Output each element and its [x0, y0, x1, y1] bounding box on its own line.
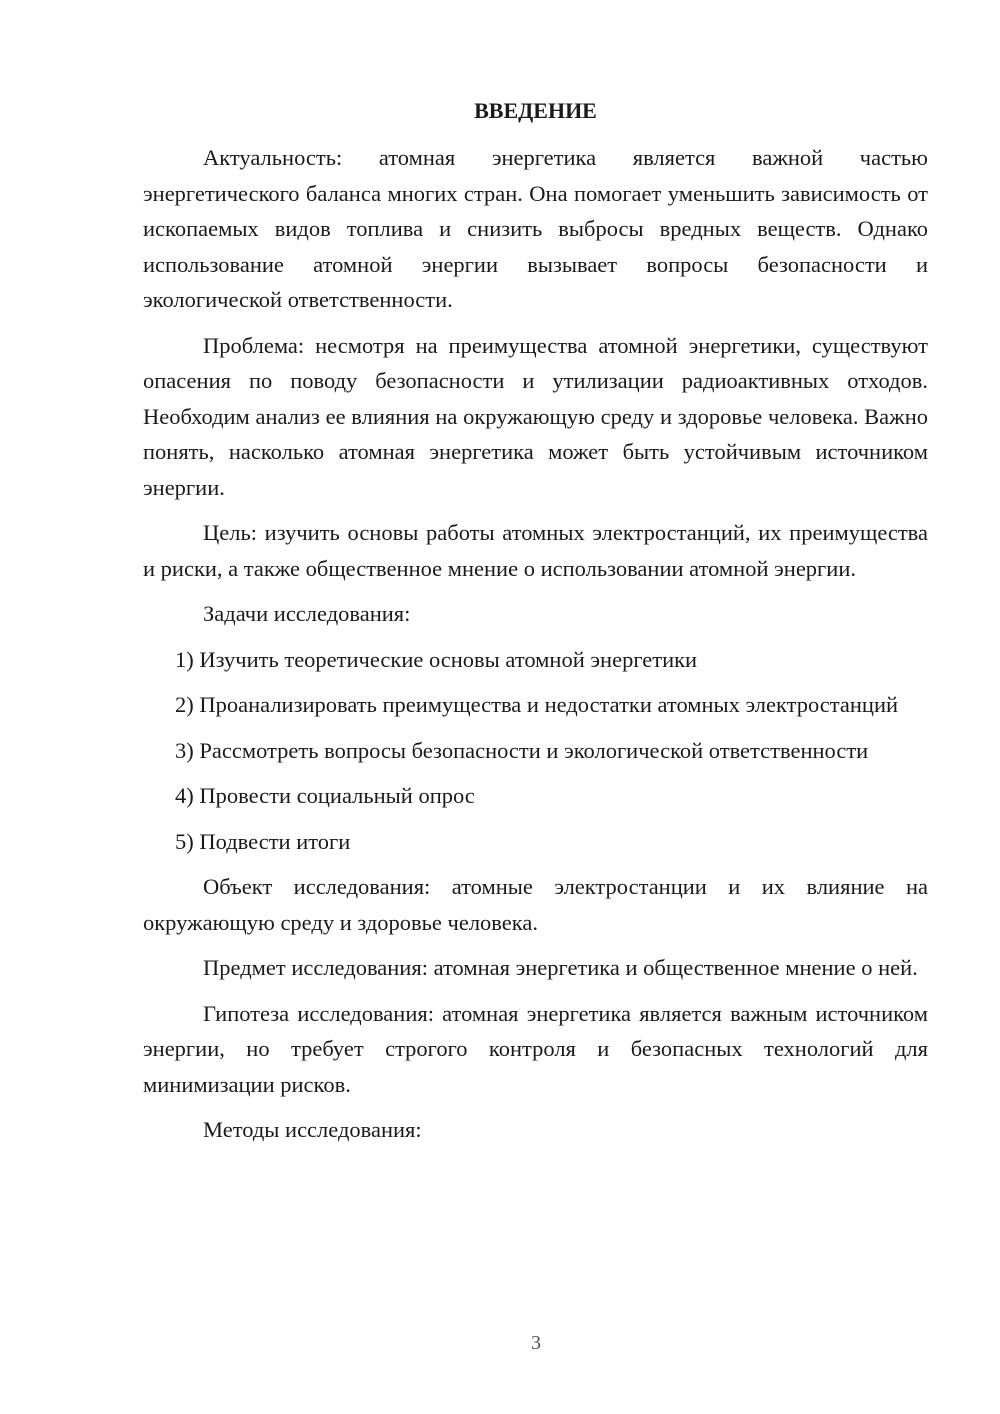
paragraph-object: Объект исследования: атомные электростанции и их влияние на окружающую среду и здоровье человека.	[143, 874, 928, 935]
document-body	[143, 96, 928, 1158]
page-number: 3	[531, 1332, 541, 1354]
paragraph-subject: Предмет исследования: атомная энергетика и общественное мнение о ней.	[203, 955, 918, 980]
paragraph-tasks-intro: Задачи исследования:	[203, 601, 411, 626]
list-item-task-2: 2) Проанализировать преимущества и недостатки атомных электростанций	[175, 692, 899, 717]
paragraph-goal: Цель: изучить основы работы атомных электростанций, их преимущества и риски, а также общественное мнение о использовании атомной энергии.	[143, 520, 928, 581]
page-title: ВВЕДЕНИЕ	[474, 98, 597, 123]
paragraph-relevance: Актуальность: атомная энергетика является важной частью энергетического баланса многих стран. Она помогает уменьшить зависимость от ископаемых видов топлива и снизить выбросы вредных веществ. Однако использование атомной энергии вызывает вопросы безопасности и экологической ответственности.	[143, 145, 928, 312]
paragraph-problem: Проблема: несмотря на преимущества атомной энергетики, существуют опасения по поводу безопасности и утилизации радиоактивных отходов. Необходим анализ ее влияния на окружающую среду и здоровье человека. Важно понять, насколько атомная энергетика может быть устойчивым источником энергии.	[143, 332, 928, 500]
list-item-task-3: 3) Рассмотреть вопросы безопасности и экологической ответственности	[175, 737, 869, 763]
list-item-task-4: 4) Провести социальный опрос	[175, 783, 475, 808]
list-item-task-5: 5) Подвести итоги	[175, 828, 351, 854]
paragraph-hypothesis: Гипотеза исследования: атомная энергетика является важным источником энергии, но требует строгого контроля и безопасных технологий для минимизации рисков.	[143, 1000, 928, 1097]
paragraph-methods: Методы исследования:	[203, 1117, 422, 1142]
list-item-task-1: 1) Изучить теоретические основы атомной энергетики	[175, 646, 698, 672]
